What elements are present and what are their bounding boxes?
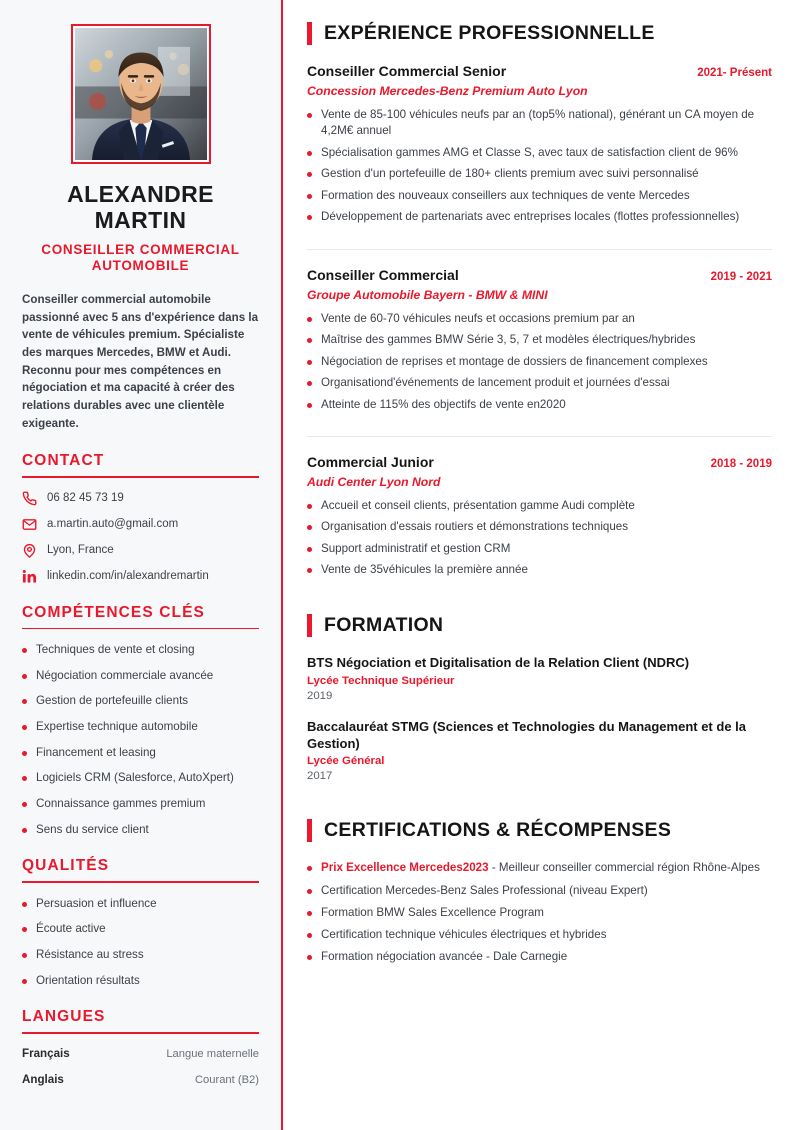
job-bullet-text: Vente de 60-70 véhicules neufs et occasions premium par an <box>321 311 635 325</box>
experience-entry <box>307 63 772 233</box>
job-dates: 2021- Présent <box>697 67 772 79</box>
experience-entry <box>307 454 772 586</box>
experience-entry-header <box>307 267 772 283</box>
main-content <box>283 0 800 1130</box>
list-item <box>22 921 259 937</box>
accent-bar-icon <box>307 22 312 45</box>
certification-text <box>321 860 760 876</box>
bullet-dot-icon <box>307 338 312 343</box>
job-dates: 2019 - 2021 <box>710 270 772 283</box>
divider <box>307 436 772 437</box>
job-title: Commercial Junior <box>307 453 434 470</box>
bullet-dot-icon <box>22 776 27 781</box>
quality-label: Orientation résultats <box>36 973 140 987</box>
list-item <box>307 949 772 965</box>
education-year: 2017 <box>307 770 333 783</box>
job-bullet-list <box>307 311 772 413</box>
avatar <box>75 28 207 160</box>
bullet-dot-icon <box>307 866 312 871</box>
education-school: Lycée Général <box>307 755 385 768</box>
skill-label: Financement et leasing <box>36 745 156 759</box>
job-bullet-text: Spécialisation gammes AMG et Classe S, avec taux de satisfaction client de 96% <box>321 145 738 159</box>
bullet-dot-icon <box>307 547 312 552</box>
language-name: Anglais <box>22 1072 64 1086</box>
list-item <box>307 860 772 876</box>
list-item <box>307 375 772 391</box>
list-item <box>307 209 772 225</box>
list-item <box>307 397 772 413</box>
job-bullet-text: Vente de 85-100 véhicules neufs par an (top5% national), générant un CA moyen de 4,2M€ annuel <box>321 108 755 138</box>
certifications-section <box>307 819 772 965</box>
experience-entry-header <box>307 454 772 470</box>
job-bullet-text: Négociation de reprises et montage de dossiers de financement complexes <box>321 354 708 368</box>
contact-item-phone[interactable] <box>22 491 259 506</box>
list-item <box>22 719 259 735</box>
job-bullet-text: Organisation d'essais routiers et démonstrations techniques <box>321 520 629 534</box>
list-item <box>22 1073 259 1086</box>
job-bullet-text: Support administratif et gestion CRM <box>321 541 511 555</box>
divider <box>22 881 259 883</box>
profile-summary: Conseiller commercial automobile passionné avec 5 ans d'expérience dans la vente de véhicules premium. Spécialiste des marques Mercedes, BMW et Audi. Reconnu pour mes compétences en négociation et ma capacité à créer des relations durables avec une clientèle exigeante. <box>22 293 259 430</box>
contact-item-location[interactable] <box>22 543 259 558</box>
education-school: Lycée Technique Supérieur <box>307 674 455 687</box>
quality-label: Résistance au stress <box>36 948 144 962</box>
bullet-dot-icon <box>22 725 27 730</box>
job-bullet-text: Organisationd'événements de lancement produit et journées d'essai <box>321 376 670 390</box>
list-item <box>22 642 259 658</box>
quality-label: Écoute active <box>36 922 106 936</box>
linkedin-icon <box>22 569 37 584</box>
bullet-dot-icon <box>307 955 312 960</box>
languages-section <box>22 1008 259 1086</box>
location-icon <box>22 543 37 558</box>
quality-label: Persuasion et influence <box>36 896 157 910</box>
certification-text: Certification Mercedes-Benz Sales Professional (niveau Expert) <box>321 883 648 897</box>
page-title <box>22 182 259 234</box>
section-header <box>307 22 772 45</box>
email-icon <box>22 517 37 532</box>
job-bullet-text: Formation des nouveaux conseillers aux techniques de vente Mercedes <box>321 188 690 202</box>
bullet-dot-icon <box>307 215 312 220</box>
phone-value: 06 82 45 73 19 <box>47 491 124 504</box>
education-entry <box>307 719 772 783</box>
list-item <box>307 188 772 204</box>
certifications-heading: CERTIFICATIONS & RÉCOMPENSES <box>324 819 672 842</box>
contact-section <box>22 452 259 584</box>
education-heading: FORMATION <box>324 613 444 636</box>
education-degree: Baccalauréat STMG (Sciences et Technologies du Management et de la Gestion) <box>307 718 746 751</box>
job-bullet-text: Maîtrise des gammes BMW Série 3, 5, 7 et modèles électriques/hybrides <box>321 333 696 347</box>
spacer <box>307 594 772 614</box>
skill-label: Négociation commerciale avancée <box>36 668 214 682</box>
list-item <box>307 498 772 514</box>
experience-entry-header <box>307 63 772 79</box>
bullet-dot-icon <box>307 317 312 322</box>
list-item <box>307 519 772 535</box>
bullet-dot-icon <box>22 828 27 833</box>
contact-item-email[interactable] <box>22 517 259 532</box>
bullet-dot-icon <box>307 360 312 365</box>
bullet-dot-icon <box>22 751 27 756</box>
bullet-dot-icon <box>307 933 312 938</box>
bullet-dot-icon <box>307 911 312 916</box>
bullet-dot-icon <box>22 953 27 958</box>
list-item <box>307 332 772 348</box>
languages-heading: LANGUES <box>22 1008 106 1026</box>
experience-entry <box>307 267 772 420</box>
certification-text: Formation BMW Sales Excellence Program <box>321 905 544 919</box>
education-section <box>307 614 772 783</box>
bullet-dot-icon <box>307 403 312 408</box>
list-item <box>307 311 772 327</box>
list-item <box>307 145 772 161</box>
job-company: Audi Center Lyon Nord <box>307 474 441 489</box>
list-item <box>22 896 259 912</box>
bullet-dot-icon <box>22 699 27 704</box>
photo-frame <box>71 24 211 164</box>
job-title: Conseiller Commercial <box>307 266 459 283</box>
job-dates: 2018 - 2019 <box>710 457 772 470</box>
bullet-dot-icon <box>307 381 312 386</box>
certification-text: Certification technique véhicules électriques et hybrides <box>321 928 607 942</box>
list-item <box>307 883 772 899</box>
list-item <box>307 166 772 182</box>
bullet-dot-icon <box>307 194 312 199</box>
location-value: Lyon, France <box>47 543 114 556</box>
bullet-dot-icon <box>307 568 312 573</box>
bullet-dot-icon <box>22 927 27 932</box>
contact-item-linkedin[interactable] <box>22 569 259 584</box>
skill-label: Sens du service client <box>36 822 149 836</box>
qualities-heading: QUALITÉS <box>22 857 110 875</box>
qualities-section <box>22 857 259 988</box>
list-item <box>307 927 772 943</box>
skill-label: Connaissance gammes premium <box>36 796 206 810</box>
bullet-dot-icon <box>22 802 27 807</box>
list-item <box>307 354 772 370</box>
skill-label: Techniques de vente et closing <box>36 643 195 657</box>
list-item <box>22 745 259 761</box>
list-item <box>307 107 772 140</box>
job-company: Concession Mercedes-Benz Premium Auto Lyon <box>307 84 588 98</box>
bullet-dot-icon <box>307 151 312 156</box>
list-item <box>22 770 259 786</box>
skill-label: Gestion de portefeuille clients <box>36 694 189 708</box>
accent-bar-icon <box>307 614 312 637</box>
bullet-dot-icon <box>22 648 27 653</box>
first-name: ALEXANDRE <box>67 181 214 207</box>
bullet-dot-icon <box>307 889 312 894</box>
list-item <box>22 947 259 963</box>
bullet-dot-icon <box>22 674 27 679</box>
job-company: Groupe Automobile Bayern - BMW & MINI <box>307 287 548 302</box>
skill-label: Logiciels CRM (Salesforce, AutoXpert) <box>36 771 234 785</box>
list-item <box>22 693 259 709</box>
list-item <box>22 796 259 812</box>
list-item <box>307 562 772 578</box>
linkedin-value: linkedin.com/in/alexandremartin <box>47 569 209 582</box>
job-bullet-text: Accueil et conseil clients, présentation gamme Audi complète <box>321 498 635 512</box>
experience-heading: EXPÉRIENCE PROFESSIONNELLE <box>324 22 655 44</box>
section-header <box>307 614 772 637</box>
experience-section <box>307 22 772 586</box>
certification-text: Formation négociation avancée - Dale Carnegie <box>321 950 568 964</box>
spacer <box>307 799 772 819</box>
phone-icon <box>22 491 37 506</box>
contact-heading: CONTACT <box>22 452 105 470</box>
list-item <box>22 1047 259 1060</box>
job-bullet-text: Gestion d'un portefeuille de 180+ clients premium avec suivi personnalisé <box>321 167 699 181</box>
education-degree: BTS Négociation et Digitalisation de la Relation Client (NDRC) <box>307 654 690 670</box>
language-level: Langue maternelle <box>166 1047 259 1060</box>
job-bullet-text: Atteinte de 115% des objectifs de vente en2020 <box>321 397 566 411</box>
skills-heading: COMPÉTENCES CLÉS <box>22 603 205 621</box>
bullet-dot-icon <box>22 902 27 907</box>
bullet-dot-icon <box>22 979 27 984</box>
education-entry <box>307 655 772 702</box>
email-value: a.martin.auto@gmail.com <box>47 517 179 530</box>
divider <box>307 249 772 250</box>
job-title: Conseiller Commercial Senior <box>307 63 507 79</box>
list-item <box>307 541 772 557</box>
list-item <box>22 668 259 684</box>
job-title-subtitle: CONSEILLER COMMERCIAL AUTOMOBILE <box>41 241 240 274</box>
certification-detail: - Meilleur conseiller commercial région Rhône-Alpes <box>488 861 760 875</box>
photo-container <box>22 24 259 164</box>
section-header <box>307 819 772 842</box>
bullet-dot-icon <box>307 113 312 118</box>
sidebar <box>0 0 283 1130</box>
list-item <box>22 822 259 838</box>
job-bullet-list <box>307 107 772 226</box>
job-bullet-text: Développement de partenariats avec entreprises locales (flottes professionnelles) <box>321 210 740 224</box>
bullet-dot-icon <box>307 504 312 509</box>
language-name: Français <box>22 1046 70 1060</box>
bullet-dot-icon <box>307 172 312 177</box>
divider <box>22 476 259 478</box>
divider <box>22 1032 259 1034</box>
education-year: 2019 <box>307 689 333 702</box>
certification-award-label: Prix Excellence Mercedes2023 <box>321 861 489 875</box>
list-item <box>307 905 772 921</box>
job-bullet-text: Vente de 35véhicules la première année <box>321 563 528 577</box>
skill-label: Expertise technique automobile <box>36 720 198 734</box>
skills-section <box>22 604 259 838</box>
list-item <box>22 973 259 989</box>
last-name: MARTIN <box>94 206 187 233</box>
divider <box>22 628 259 630</box>
accent-bar-icon <box>307 819 312 842</box>
language-level: Courant (B2) <box>194 1073 259 1086</box>
job-bullet-list <box>307 498 772 579</box>
bullet-dot-icon <box>307 525 312 530</box>
